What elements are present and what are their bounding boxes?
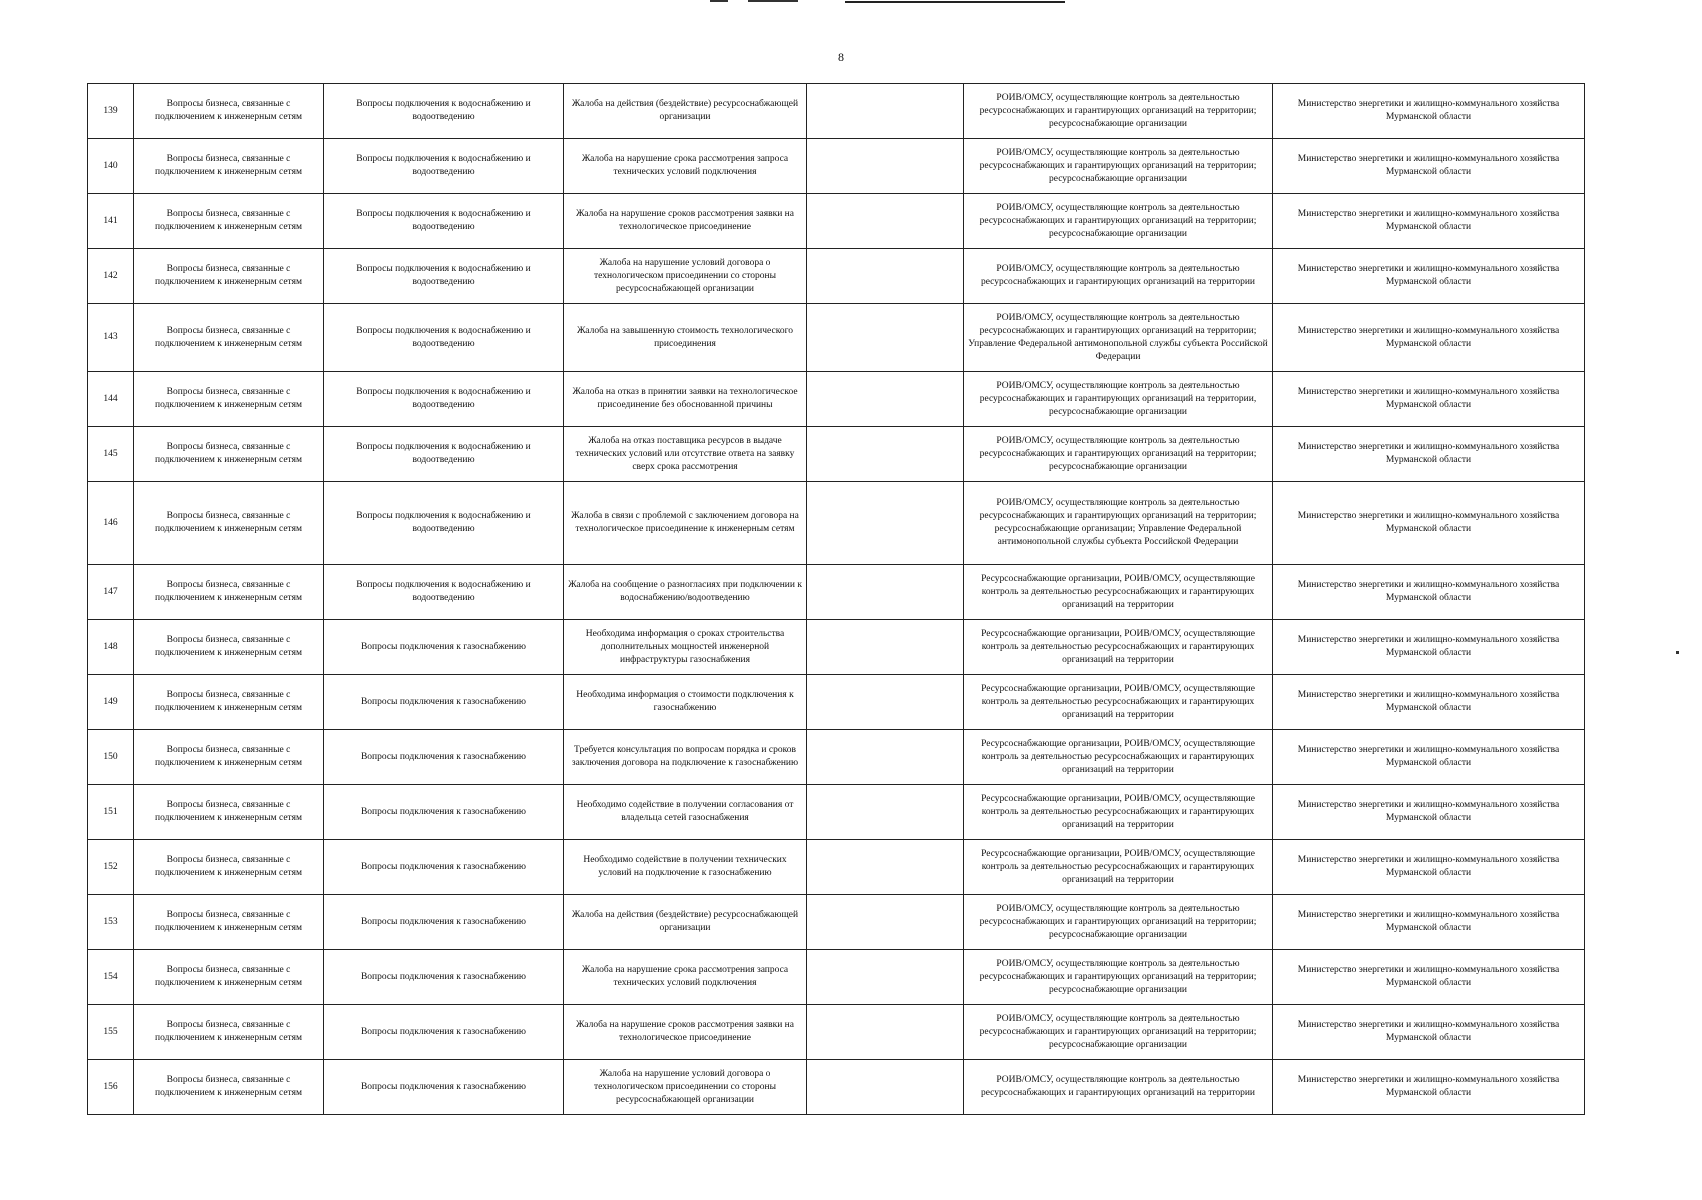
row-number: 153 <box>88 895 134 950</box>
row-number: 154 <box>88 950 134 1005</box>
row-number: 140 <box>88 139 134 194</box>
empty-cell <box>807 304 964 372</box>
empty-cell <box>807 249 964 304</box>
ministry-cell: Министерство энергетики и жилищно-коммунального хозяйства Мурманской области <box>1273 482 1585 565</box>
subcategory-cell: Вопросы подключения к водоснабжению и водоотведению <box>324 427 564 482</box>
subcategory-cell: Вопросы подключения к водоснабжению и водоотведению <box>324 139 564 194</box>
organizations-cell: РОИВ/ОМСУ, осуществляющие контроль за деятельностью ресурсоснабжающих и гарантирующих организаций на территории; ресурсоснабжающие организации <box>964 1005 1273 1060</box>
empty-cell <box>807 482 964 565</box>
ministry-cell: Министерство энергетики и жилищно-коммунального хозяйства Мурманской области <box>1273 1005 1585 1060</box>
organizations-cell: Ресурсоснабжающие организации, РОИВ/ОМСУ, осуществляющие контроль за деятельностью ресурсоснабжающих и гарантирующих организаций на территории <box>964 675 1273 730</box>
row-number: 152 <box>88 840 134 895</box>
organizations-cell: РОИВ/ОМСУ, осуществляющие контроль за деятельностью ресурсоснабжающих и гарантирующих организаций на территории; ресурсоснабжающие организации <box>964 139 1273 194</box>
category-cell: Вопросы бизнеса, связанные с подключением к инженерным сетям <box>134 565 324 620</box>
organizations-cell: РОИВ/ОМСУ, осуществляющие контроль за деятельностью ресурсоснабжающих и гарантирующих организаций на территории; ресурсоснабжающие организации <box>964 84 1273 139</box>
empty-cell <box>807 675 964 730</box>
ministry-cell: Министерство энергетики и жилищно-коммунального хозяйства Мурманской области <box>1273 372 1585 427</box>
row-number: 142 <box>88 249 134 304</box>
ministry-cell: Министерство энергетики и жилищно-коммунального хозяйства Мурманской области <box>1273 675 1585 730</box>
table-row <box>88 620 1585 675</box>
subcategory-cell: Вопросы подключения к газоснабжению <box>324 785 564 840</box>
empty-cell <box>807 895 964 950</box>
ministry-cell: Министерство энергетики и жилищно-коммунального хозяйства Мурманской области <box>1273 785 1585 840</box>
empty-cell <box>807 730 964 785</box>
table-row <box>88 194 1585 249</box>
category-cell: Вопросы бизнеса, связанные с подключением к инженерным сетям <box>134 249 324 304</box>
table-row <box>88 675 1585 730</box>
subcategory-cell: Вопросы подключения к водоснабжению и водоотведению <box>324 372 564 427</box>
question-cell: Необходима информация о сроках строительства дополнительных мощностей инженерной инфраструктуры газоснабжения <box>564 620 807 675</box>
table-row <box>88 895 1585 950</box>
table-body <box>88 84 1585 1115</box>
subcategory-cell: Вопросы подключения к водоснабжению и водоотведению <box>324 194 564 249</box>
subcategory-cell: Вопросы подключения к газоснабжению <box>324 840 564 895</box>
row-number: 145 <box>88 427 134 482</box>
category-cell: Вопросы бизнеса, связанные с подключением к инженерным сетям <box>134 950 324 1005</box>
ministry-cell: Министерство энергетики и жилищно-коммунального хозяйства Мурманской области <box>1273 84 1585 139</box>
subcategory-cell: Вопросы подключения к водоснабжению и водоотведению <box>324 249 564 304</box>
empty-cell <box>807 84 964 139</box>
subcategory-cell: Вопросы подключения к водоснабжению и водоотведению <box>324 304 564 372</box>
question-cell: Жалоба на действия (бездействие) ресурсоснабжающей организации <box>564 895 807 950</box>
scan-mark <box>710 0 728 2</box>
question-cell: Жалоба в связи с проблемой с заключением договора на технологическое присоединение к инженерным сетям <box>564 482 807 565</box>
question-cell: Жалоба на сообщение о разногласиях при подключении к водоснабжению/водоотведению <box>564 565 807 620</box>
row-number: 147 <box>88 565 134 620</box>
question-cell: Жалоба на нарушение сроков рассмотрения заявки на технологическое присоединение <box>564 1005 807 1060</box>
category-cell: Вопросы бизнеса, связанные с подключением к инженерным сетям <box>134 194 324 249</box>
organizations-cell: РОИВ/ОМСУ, осуществляющие контроль за деятельностью ресурсоснабжающих и гарантирующих организаций на территории <box>964 249 1273 304</box>
subcategory-cell: Вопросы подключения к газоснабжению <box>324 730 564 785</box>
ministry-cell: Министерство энергетики и жилищно-коммунального хозяйства Мурманской области <box>1273 565 1585 620</box>
table-row <box>88 139 1585 194</box>
question-cell: Необходимо содействие в получении согласования от владельца сетей газоснабжения <box>564 785 807 840</box>
row-number: 149 <box>88 675 134 730</box>
subcategory-cell: Вопросы подключения к газоснабжению <box>324 1005 564 1060</box>
category-cell: Вопросы бизнеса, связанные с подключением к инженерным сетям <box>134 620 324 675</box>
table-row <box>88 482 1585 565</box>
table-row <box>88 1060 1585 1115</box>
scan-mark <box>748 0 798 2</box>
organizations-cell: Ресурсоснабжающие организации, РОИВ/ОМСУ, осуществляющие контроль за деятельностью ресурсоснабжающих и гарантирующих организаций на территории <box>964 565 1273 620</box>
ministry-cell: Министерство энергетики и жилищно-коммунального хозяйства Мурманской области <box>1273 139 1585 194</box>
scan-speck <box>1676 651 1679 654</box>
subcategory-cell: Вопросы подключения к водоснабжению и водоотведению <box>324 565 564 620</box>
empty-cell <box>807 372 964 427</box>
organizations-cell: Ресурсоснабжающие организации, РОИВ/ОМСУ, осуществляющие контроль за деятельностью ресурсоснабжающих и гарантирующих организаций на территории <box>964 840 1273 895</box>
question-cell: Необходимо содействие в получении технических условий на подключение к газоснабжению <box>564 840 807 895</box>
row-number: 143 <box>88 304 134 372</box>
row-number: 144 <box>88 372 134 427</box>
subcategory-cell: Вопросы подключения к газоснабжению <box>324 675 564 730</box>
subcategory-cell: Вопросы подключения к водоснабжению и водоотведению <box>324 84 564 139</box>
organizations-cell: РОИВ/ОМСУ, осуществляющие контроль за деятельностью ресурсоснабжающих и гарантирующих организаций на территории; Управление Федеральной антимонопольной службы субъекта Российской Федерации <box>964 304 1273 372</box>
empty-cell <box>807 620 964 675</box>
organizations-cell: Ресурсоснабжающие организации, РОИВ/ОМСУ, осуществляющие контроль за деятельностью ресурсоснабжающих и гарантирующих организаций на территории <box>964 620 1273 675</box>
table-row <box>88 730 1585 785</box>
question-cell: Жалоба на нарушение условий договора о технологическом присоединении со стороны ресурсоснабжающей организации <box>564 1060 807 1115</box>
row-number: 141 <box>88 194 134 249</box>
organizations-cell: РОИВ/ОМСУ, осуществляющие контроль за деятельностью ресурсоснабжающих и гарантирующих организаций на территории; ресурсоснабжающие организации <box>964 427 1273 482</box>
organizations-cell: РОИВ/ОМСУ, осуществляющие контроль за деятельностью ресурсоснабжающих и гарантирующих организаций на территории; ресурсоснабжающие организации <box>964 950 1273 1005</box>
category-cell: Вопросы бизнеса, связанные с подключением к инженерным сетям <box>134 675 324 730</box>
scan-header-marks <box>710 0 1070 4</box>
question-cell: Жалоба на завышенную стоимость технологического присоединения <box>564 304 807 372</box>
category-cell: Вопросы бизнеса, связанные с подключением к инженерным сетям <box>134 482 324 565</box>
organizations-cell: РОИВ/ОМСУ, осуществляющие контроль за деятельностью ресурсоснабжающих и гарантирующих организаций на территории; ресурсоснабжающие организации <box>964 194 1273 249</box>
table-row <box>88 840 1585 895</box>
question-cell: Жалоба на отказ в принятии заявки на технологическое присоединение без обоснованной причины <box>564 372 807 427</box>
row-number: 156 <box>88 1060 134 1115</box>
ministry-cell: Министерство энергетики и жилищно-коммунального хозяйства Мурманской области <box>1273 730 1585 785</box>
table-row <box>88 427 1585 482</box>
appeals-table <box>87 83 1585 1115</box>
ministry-cell: Министерство энергетики и жилищно-коммунального хозяйства Мурманской области <box>1273 895 1585 950</box>
category-cell: Вопросы бизнеса, связанные с подключением к инженерным сетям <box>134 785 324 840</box>
subcategory-cell: Вопросы подключения к газоснабжению <box>324 620 564 675</box>
row-number: 146 <box>88 482 134 565</box>
row-number: 155 <box>88 1005 134 1060</box>
empty-cell <box>807 785 964 840</box>
subcategory-cell: Вопросы подключения к газоснабжению <box>324 950 564 1005</box>
table-row <box>88 249 1585 304</box>
organizations-cell: РОИВ/ОМСУ, осуществляющие контроль за деятельностью ресурсоснабжающих и гарантирующих организаций на территории, ресурсоснабжающие организации <box>964 372 1273 427</box>
table-row <box>88 372 1585 427</box>
row-number: 148 <box>88 620 134 675</box>
question-cell: Жалоба на отказ поставщика ресурсов в выдаче технических условий или отсутствие ответа на заявку сверх срока рассмотрения <box>564 427 807 482</box>
category-cell: Вопросы бизнеса, связанные с подключением к инженерным сетям <box>134 840 324 895</box>
question-cell: Жалоба на нарушение срока рассмотрения запроса технических условий подключения <box>564 139 807 194</box>
table-row <box>88 785 1585 840</box>
table-row <box>88 304 1585 372</box>
empty-cell <box>807 194 964 249</box>
empty-cell <box>807 139 964 194</box>
organizations-cell: РОИВ/ОМСУ, осуществляющие контроль за деятельностью ресурсоснабжающих и гарантирующих организаций на территории <box>964 1060 1273 1115</box>
empty-cell <box>807 1060 964 1115</box>
question-cell: Жалоба на нарушение условий договора о технологическом присоединении со стороны ресурсоснабжающей организации <box>564 249 807 304</box>
ministry-cell: Министерство энергетики и жилищно-коммунального хозяйства Мурманской области <box>1273 950 1585 1005</box>
row-number: 151 <box>88 785 134 840</box>
page-number: 8 <box>838 50 844 64</box>
subcategory-cell: Вопросы подключения к газоснабжению <box>324 895 564 950</box>
question-cell: Требуется консультация по вопросам порядка и сроков заключения договора на подключение к газоснабжению <box>564 730 807 785</box>
scan-mark <box>845 1 1065 3</box>
row-number: 139 <box>88 84 134 139</box>
empty-cell <box>807 427 964 482</box>
category-cell: Вопросы бизнеса, связанные с подключением к инженерным сетям <box>134 139 324 194</box>
ministry-cell: Министерство энергетики и жилищно-коммунального хозяйства Мурманской области <box>1273 427 1585 482</box>
ministry-cell: Министерство энергетики и жилищно-коммунального хозяйства Мурманской области <box>1273 194 1585 249</box>
organizations-cell: Ресурсоснабжающие организации, РОИВ/ОМСУ, осуществляющие контроль за деятельностью ресурсоснабжающих и гарантирующих организаций на территории <box>964 785 1273 840</box>
subcategory-cell: Вопросы подключения к водоснабжению и водоотведению <box>324 482 564 565</box>
table-row <box>88 950 1585 1005</box>
table-row <box>88 84 1585 139</box>
row-number: 150 <box>88 730 134 785</box>
category-cell: Вопросы бизнеса, связанные с подключением к инженерным сетям <box>134 1005 324 1060</box>
question-cell: Жалоба на нарушение срока рассмотрения запроса технических условий подключения <box>564 950 807 1005</box>
category-cell: Вопросы бизнеса, связанные с подключением к инженерным сетям <box>134 372 324 427</box>
category-cell: Вопросы бизнеса, связанные с подключением к инженерным сетям <box>134 1060 324 1115</box>
organizations-cell: Ресурсоснабжающие организации, РОИВ/ОМСУ, осуществляющие контроль за деятельностью ресурсоснабжающих и гарантирующих организаций на территории <box>964 730 1273 785</box>
organizations-cell: РОИВ/ОМСУ, осуществляющие контроль за деятельностью ресурсоснабжающих и гарантирующих организаций на территории; ресурсоснабжающие организации <box>964 895 1273 950</box>
empty-cell <box>807 840 964 895</box>
question-cell: Жалоба на нарушение сроков рассмотрения заявки на технологическое присоединение <box>564 194 807 249</box>
ministry-cell: Министерство энергетики и жилищно-коммунального хозяйства Мурманской области <box>1273 304 1585 372</box>
ministry-cell: Министерство энергетики и жилищно-коммунального хозяйства Мурманской области <box>1273 249 1585 304</box>
ministry-cell: Министерство энергетики и жилищно-коммунального хозяйства Мурманской области <box>1273 620 1585 675</box>
ministry-cell: Министерство энергетики и жилищно-коммунального хозяйства Мурманской области <box>1273 840 1585 895</box>
question-cell: Необходима информация о стоимости подключения к газоснабжению <box>564 675 807 730</box>
category-cell: Вопросы бизнеса, связанные с подключением к инженерным сетям <box>134 427 324 482</box>
ministry-cell: Министерство энергетики и жилищно-коммунального хозяйства Мурманской области <box>1273 1060 1585 1115</box>
empty-cell <box>807 1005 964 1060</box>
table-row <box>88 565 1585 620</box>
question-cell: Жалоба на действия (бездействие) ресурсоснабжающей организации <box>564 84 807 139</box>
category-cell: Вопросы бизнеса, связанные с подключением к инженерным сетям <box>134 304 324 372</box>
category-cell: Вопросы бизнеса, связанные с подключением к инженерным сетям <box>134 730 324 785</box>
empty-cell <box>807 950 964 1005</box>
category-cell: Вопросы бизнеса, связанные с подключением к инженерным сетям <box>134 84 324 139</box>
subcategory-cell: Вопросы подключения к газоснабжению <box>324 1060 564 1115</box>
table-row <box>88 1005 1585 1060</box>
empty-cell <box>807 565 964 620</box>
category-cell: Вопросы бизнеса, связанные с подключением к инженерным сетям <box>134 895 324 950</box>
organizations-cell: РОИВ/ОМСУ, осуществляющие контроль за деятельностью ресурсоснабжающих и гарантирующих организаций на территории; ресурсоснабжающие организации; Управление Федеральной антимонопольной службы субъекта Российской Федерации <box>964 482 1273 565</box>
